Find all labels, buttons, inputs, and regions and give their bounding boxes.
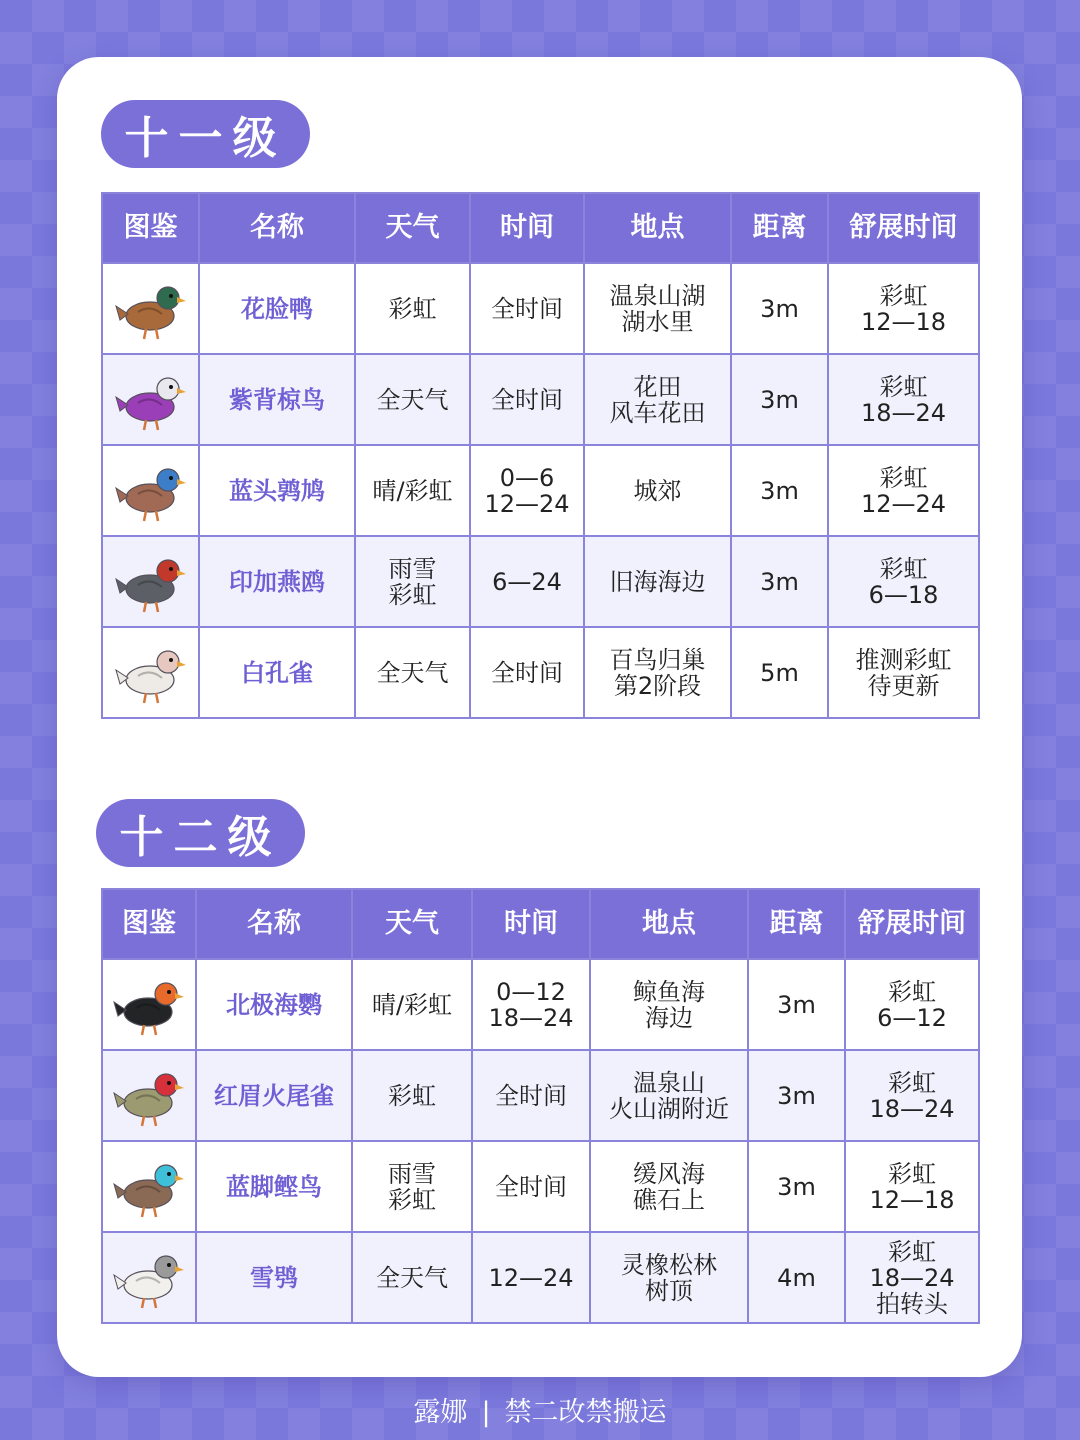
- column-header: 舒展时间: [828, 193, 979, 263]
- bird-name: 花脸鸭: [199, 263, 355, 354]
- place-cell: [590, 959, 748, 1050]
- stretch-time-cell: [828, 445, 979, 536]
- weather-cell: [352, 1141, 472, 1232]
- distance-cell: 3m: [731, 536, 828, 627]
- table-header-row: [102, 889, 979, 959]
- weather-cell-line: 晴/彩虹: [371, 990, 453, 1019]
- table-row: [102, 263, 979, 354]
- time-cell: [470, 445, 584, 536]
- column-header: 时间: [470, 193, 584, 263]
- table-row: [102, 1141, 979, 1232]
- time-cell-line: 全时间: [491, 385, 563, 414]
- table-header-row: [102, 193, 979, 263]
- bird-image-cell: [102, 536, 199, 627]
- distance-cell: 3m: [731, 445, 828, 536]
- stretch-time-cell: [828, 536, 979, 627]
- distance-cell: 5m: [731, 627, 828, 718]
- weather-cell: [352, 1232, 472, 1323]
- time-cell-line: 18—24: [488, 1003, 574, 1032]
- place-cell: [584, 263, 731, 354]
- stretch-time-cell-line: 彩虹: [888, 1159, 936, 1188]
- time-cell: [470, 354, 584, 445]
- time-cell-line: 12—24: [488, 1263, 574, 1292]
- stretch-time-cell: [828, 627, 979, 718]
- stretch-time-cell: [828, 263, 979, 354]
- table-row: [102, 959, 979, 1050]
- firetail-icon: [112, 1063, 186, 1129]
- distance-cell: 4m: [748, 1232, 845, 1323]
- place-cell: [584, 354, 731, 445]
- place-cell-line: 温泉山湖: [609, 281, 706, 310]
- bird-image-cell: [102, 959, 196, 1050]
- table-row: [102, 1232, 979, 1323]
- time-cell-line: 全时间: [495, 1172, 567, 1201]
- bird-image-cell: [102, 1050, 196, 1141]
- bird-name: 北极海鹦: [196, 959, 352, 1050]
- column-header: 图鉴: [102, 193, 199, 263]
- stretch-time-cell-line: 彩虹: [879, 281, 928, 310]
- stretch-time-cell-line: 待更新: [867, 671, 940, 700]
- section-title-level-12: 十二级: [96, 799, 305, 867]
- stretch-time-cell-line: 18—24: [869, 1094, 955, 1123]
- table-row: [102, 445, 979, 536]
- bird-table-level-11: [101, 192, 980, 719]
- weather-cell: [355, 263, 470, 354]
- time-cell: [470, 536, 584, 627]
- time-cell: [472, 959, 590, 1050]
- bird-name: 紫背椋鸟: [199, 354, 355, 445]
- duck-icon: [114, 276, 188, 342]
- stretch-time-cell-line: 彩虹: [888, 1237, 936, 1266]
- time-cell-line: 全时间: [491, 658, 563, 687]
- weather-cell: [355, 627, 470, 718]
- weather-cell-line: 彩虹: [388, 1185, 436, 1214]
- bird-name: 蓝头鹑鸠: [199, 445, 355, 536]
- bird-image-cell: [102, 354, 199, 445]
- weather-cell-line: 全天气: [376, 1263, 448, 1292]
- weather-cell-line: 彩虹: [388, 294, 437, 323]
- time-cell: [472, 1050, 590, 1141]
- column-header: 舒展时间: [845, 889, 979, 959]
- time-cell: [472, 1232, 590, 1323]
- stretch-time-cell-line: 推测彩虹: [855, 645, 952, 674]
- place-cell: [590, 1141, 748, 1232]
- weather-cell-line: 彩虹: [388, 1081, 436, 1110]
- time-cell-line: 12—24: [484, 489, 570, 518]
- stretch-time-cell-line: 6—18: [868, 580, 939, 609]
- footer-separator: |: [481, 1397, 491, 1428]
- time-cell-line: 全时间: [495, 1081, 567, 1110]
- place-cell: [584, 627, 731, 718]
- footer-author: 露娜: [413, 1397, 468, 1428]
- puffin-icon: [112, 972, 186, 1038]
- footer-note: 禁二改禁搬运: [504, 1397, 667, 1428]
- bird-image-cell: [102, 627, 199, 718]
- section-title-level-11: 十一级: [101, 100, 310, 168]
- place-cell-line: 树顶: [645, 1276, 693, 1305]
- bird-image-cell: [102, 1232, 196, 1323]
- stretch-time-cell-line: 彩虹: [879, 463, 928, 492]
- stretch-time-cell-line: 18—24: [869, 1263, 955, 1292]
- bird-image-cell: [102, 1141, 196, 1232]
- place-cell-line: 旧海海边: [609, 567, 706, 596]
- owl-icon: [112, 1245, 186, 1311]
- distance-cell: 3m: [748, 1050, 845, 1141]
- place-cell-line: 鲸鱼海: [633, 977, 705, 1006]
- table-row: [102, 354, 979, 445]
- place-cell-line: 风车花田: [609, 398, 706, 427]
- column-header: 地点: [590, 889, 748, 959]
- distance-cell: 3m: [748, 1141, 845, 1232]
- place-cell-line: 灵橡松林: [621, 1250, 717, 1279]
- place-cell-line: 第2阶段: [613, 671, 702, 700]
- bird-name: 蓝脚鲣鸟: [196, 1141, 352, 1232]
- place-cell-line: 城郊: [633, 476, 682, 505]
- stretch-time-cell: [845, 1141, 979, 1232]
- bird-name: 雪鸮: [196, 1232, 352, 1323]
- distance-cell: 3m: [731, 354, 828, 445]
- place-cell: [584, 536, 731, 627]
- table-row: [102, 627, 979, 718]
- stretch-time-cell: [828, 354, 979, 445]
- time-cell-line: 全时间: [491, 294, 563, 323]
- peacock-icon: [114, 640, 188, 706]
- column-header: 名称: [196, 889, 352, 959]
- column-header: 图鉴: [102, 889, 196, 959]
- distance-cell: 3m: [731, 263, 828, 354]
- booby-icon: [112, 1154, 186, 1220]
- stretch-time-cell-line: 18—24: [860, 398, 947, 427]
- weather-cell-line: 全天气: [376, 658, 449, 687]
- column-header: 地点: [584, 193, 731, 263]
- stretch-time-cell-line: 彩虹: [879, 372, 928, 401]
- time-cell-line: 6—24: [492, 567, 562, 596]
- weather-cell-line: 晴/彩虹: [372, 476, 453, 505]
- weather-cell: [352, 959, 472, 1050]
- column-header: 距离: [748, 889, 845, 959]
- tern-icon: [114, 549, 188, 615]
- time-cell: [470, 627, 584, 718]
- weather-cell: [355, 445, 470, 536]
- weather-cell-line: 雨雪: [388, 1159, 436, 1188]
- stretch-time-cell: [845, 959, 979, 1050]
- table-row: [102, 1050, 979, 1141]
- place-cell: [590, 1050, 748, 1141]
- stretch-time-cell: [845, 1050, 979, 1141]
- distance-cell: 3m: [748, 959, 845, 1050]
- stretch-time-cell-line: 12—18: [860, 307, 947, 336]
- dove-icon: [114, 458, 188, 524]
- bird-name: 白孔雀: [199, 627, 355, 718]
- place-cell-line: 火山湖附近: [609, 1094, 729, 1123]
- place-cell-line: 花田: [633, 372, 682, 401]
- stretch-time-cell-line: 6—12: [877, 1003, 947, 1032]
- time-cell-line: 0—12: [496, 977, 566, 1006]
- place-cell-line: 百鸟归巢: [609, 645, 706, 674]
- stretch-time-cell-line: 彩虹: [879, 554, 928, 583]
- column-header: 天气: [352, 889, 472, 959]
- footer: [0, 1390, 1080, 1429]
- place-cell-line: 湖水里: [621, 307, 694, 336]
- place-cell: [584, 445, 731, 536]
- column-header: 天气: [355, 193, 470, 263]
- weather-cell-line: 彩虹: [388, 580, 437, 609]
- place-cell-line: 礁石上: [633, 1185, 705, 1214]
- place-cell-line: 缓风海: [633, 1159, 705, 1188]
- weather-cell: [355, 536, 470, 627]
- time-cell-line: 0—6: [499, 463, 555, 492]
- weather-cell: [355, 354, 470, 445]
- bird-name: 红眉火尾雀: [196, 1050, 352, 1141]
- starling-icon: [114, 367, 188, 433]
- bird-image-cell: [102, 263, 199, 354]
- stretch-time-cell: [845, 1232, 979, 1323]
- column-header: 名称: [199, 193, 355, 263]
- stretch-time-cell-line: 12—24: [860, 489, 947, 518]
- stretch-time-cell-line: 彩虹: [888, 1068, 936, 1097]
- time-cell: [470, 263, 584, 354]
- stretch-time-cell-line: 12—18: [869, 1185, 955, 1214]
- column-header: 时间: [472, 889, 590, 959]
- place-cell-line: 温泉山: [633, 1068, 705, 1097]
- bird-image-cell: [102, 445, 199, 536]
- place-cell-line: 海边: [645, 1003, 693, 1032]
- stretch-time-cell-line: 彩虹: [888, 977, 936, 1006]
- time-cell: [472, 1141, 590, 1232]
- column-header: 距离: [731, 193, 828, 263]
- table-row: [102, 536, 979, 627]
- weather-cell: [352, 1050, 472, 1141]
- weather-cell-line: 全天气: [376, 385, 449, 414]
- stretch-time-cell-line: 拍转头: [876, 1289, 948, 1318]
- bird-name: 印加燕鸥: [199, 536, 355, 627]
- weather-cell-line: 雨雪: [388, 554, 437, 583]
- bird-table-level-12: [101, 888, 980, 1324]
- place-cell: [590, 1232, 748, 1323]
